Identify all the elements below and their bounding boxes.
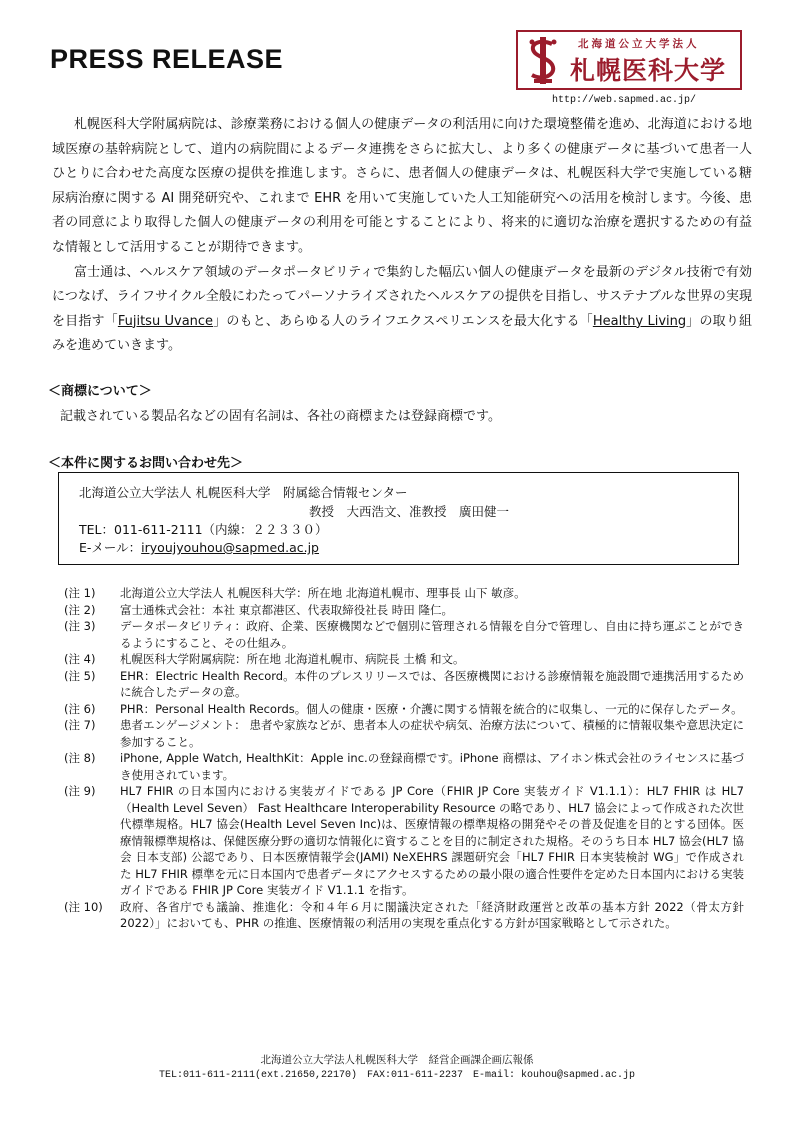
contact-email-row	[79, 538, 319, 556]
logo-university-name: 札幌医科大学	[570, 56, 727, 85]
contact-email-link[interactable]: iryoujyouhou@sapmed.ac.jp	[141, 540, 319, 555]
note-item	[64, 668, 744, 701]
press-release-title: PRESS RELEASE	[50, 44, 284, 74]
note-item	[64, 651, 744, 668]
note-number: (注 9)	[64, 784, 96, 798]
body-paragraph-2	[52, 261, 752, 359]
note-number: (注 3)	[64, 619, 96, 633]
contact-box	[58, 472, 739, 565]
fujitsu-uvance-link[interactable]: Fujitsu Uvance	[117, 313, 214, 329]
trademark-heading: ＜商標について＞	[48, 384, 152, 399]
note-number: (注 8)	[64, 751, 96, 765]
footer	[0, 1052, 794, 1084]
note-item	[64, 602, 744, 619]
body-text	[52, 113, 752, 359]
note-number: (注 2)	[64, 602, 96, 617]
logo-subtitle: 北海道公立大学法人	[578, 38, 700, 50]
note-number: (注 7)	[64, 718, 96, 732]
contact-email-label: E-メール：	[79, 540, 142, 555]
university-emblem-icon	[523, 35, 563, 86]
note-text: EHR：Electric Health Record。本件のプレスリリースでは、各医療機関における診療情報を施設間で連携活用するために統合したデータの意。	[120, 668, 744, 699]
note-number: (注 4)	[64, 652, 96, 666]
notes-list	[64, 585, 744, 932]
contact-heading: ＜本件に関するお問い合わせ先＞	[48, 456, 244, 471]
body-paragraph-1: 札幌医科大学附属病院は、診療業務における個人の健康データの利活用に向けた環境整備を進め、北海道における地域医療の基幹病院として、道内の病院間によるデータ連携をさらに拡大し、より多くの健康データに基づいて患者一人ひとりに合わせた高度な医療の提供を推進します。さらに、患者個人の健康データは、札幌医科大学で実施している糖尿病治療に関する AI 開発研究や、これまで EHR を用いて実施していた人工知能研究への活用を検討します。今後、患者の同意により取得した個人の健康データの利用を可能とすることにより、将来的に適切な治療を選択するための有益な情報として活用することが期待できます。	[52, 117, 752, 255]
note-item	[64, 899, 744, 932]
para2-text-a: 富士通は、ヘルスケア領域のデータポータビリティで集約した幅広い個人の健康データを最新のデジタル技術で有効につなげ、ライフサイクル全般にわたってパーソナライズされたヘルスケアの提供を目指し、サステナブルな世界の実現を目指す「	[52, 264, 752, 329]
note-number: (注 6)	[64, 701, 96, 716]
note-number: (注 5)	[64, 668, 96, 683]
note-item	[64, 701, 744, 718]
note-item	[64, 750, 744, 783]
website-url[interactable]: http://web.sapmed.ac.jp/	[552, 95, 697, 106]
trademark-text: 記載されている製品名などの固有名詞は、各社の商標または登録商標です。	[60, 409, 501, 424]
contact-tel: TEL：011-611-2111（内線：２２３３０）	[79, 522, 328, 537]
footer-organization: 北海道公立大学法人札幌医科大学 経営企画課企画広報係	[260, 1054, 534, 1066]
note-number: (注 10)	[64, 899, 103, 914]
note-number: (注 1)	[64, 586, 96, 600]
note-item	[64, 585, 744, 602]
para2-text-c: 」の取り組みを進めていきます。	[52, 313, 753, 354]
note-text: iPhone, Apple Watch, HealthKit：Apple inc.の登録商標です。iPhone 商標は、アイホン株式会社のライセンスに基づき使用されています。	[120, 751, 744, 782]
contact-organization: 北海道公立大学法人 札幌医科大学 附属総合情報センター	[79, 485, 408, 500]
para2-text-b: 」のもと、あらゆる人のライフエクスペリエンスを最大化する「	[213, 313, 593, 329]
note-text: 札幌医科大学附属病院：所在地 北海道札幌市、病院長 土橋 和文。	[120, 652, 465, 666]
note-text: 患者エンゲージメント： 患者や家族などが、患者本人の症状や病気、治療方法について、積極的に情報収集や意思決定に参加すること。	[120, 718, 744, 749]
note-item	[64, 717, 744, 750]
footer-contact: TEL:011-611-2111(ext.21650,22170) FAX:011-611-2237 E-mail: kouhou@sapmed.ac.jp	[158, 1070, 636, 1081]
note-text: PHR：Personal Health Records。個人の健康・医療・介護に関する情報を統合的に収集し、一元的に保存したデータ。	[120, 701, 743, 716]
note-text: 政府、各省庁でも議論、推進化：令和４年６月に閣議決定された「経済財政運営と改革の基本方針 2022（骨太方針 2022）」においても、PHR の推進、医療情報の利活用の実現を重点化する方針が国家戦略として示された。	[120, 899, 744, 930]
note-text: 富士通株式会社：本社 東京都港区、代表取締役社長 時田 隆仁。	[120, 602, 453, 617]
contact-people: 教授 大西浩文、准教授 廣田健一	[309, 504, 510, 519]
note-item	[64, 618, 744, 651]
healthy-living-link[interactable]: Healthy Living	[592, 313, 687, 329]
note-item	[64, 783, 744, 899]
note-text: 北海道公立大学法人 札幌医科大学：所在地 北海道札幌市、理事長 山下 敏彦。	[120, 586, 526, 600]
university-logo	[516, 30, 742, 90]
note-text: HL7 FHIR の日本国内における実装ガイドである JP Core（FHIR JP Core 実装ガイド V1.1.1）：HL7 FHIR は HL7（Health Level Seven） Fast Healthcare Interoperability Resource の略であり、HL7 協会によって作成された次世代標準規格。HL7 協会(Health Level Seven Inc)は、医療情報の標準規格の開発やその普及促進を目的とする団体。医療情報標準規格は、保健医療分野の適切な情報化に資することを目的に制定された規格。そのうち日本 HL7 協会(HL7 協会 日本支部) 公認であり、日本医療情報学会(JAMI) NeXEHRS 課題研究会「HL7 FHIR 日本実装検討 WG」で作成された HL7 FHIR 標準を元に日本国内で患者データにアクセスするための最小限の適合性要件を定めた日本国内における実装ガイドである FHIR JP Core 実装ガイド V1.1.1 を指す。	[120, 784, 744, 897]
note-text: データポータビリティ：政府、企業、医療機関などで個別に管理される情報を自分で管理し、自由に持ち運ぶことができるようにすること、その仕組み。	[120, 619, 744, 650]
